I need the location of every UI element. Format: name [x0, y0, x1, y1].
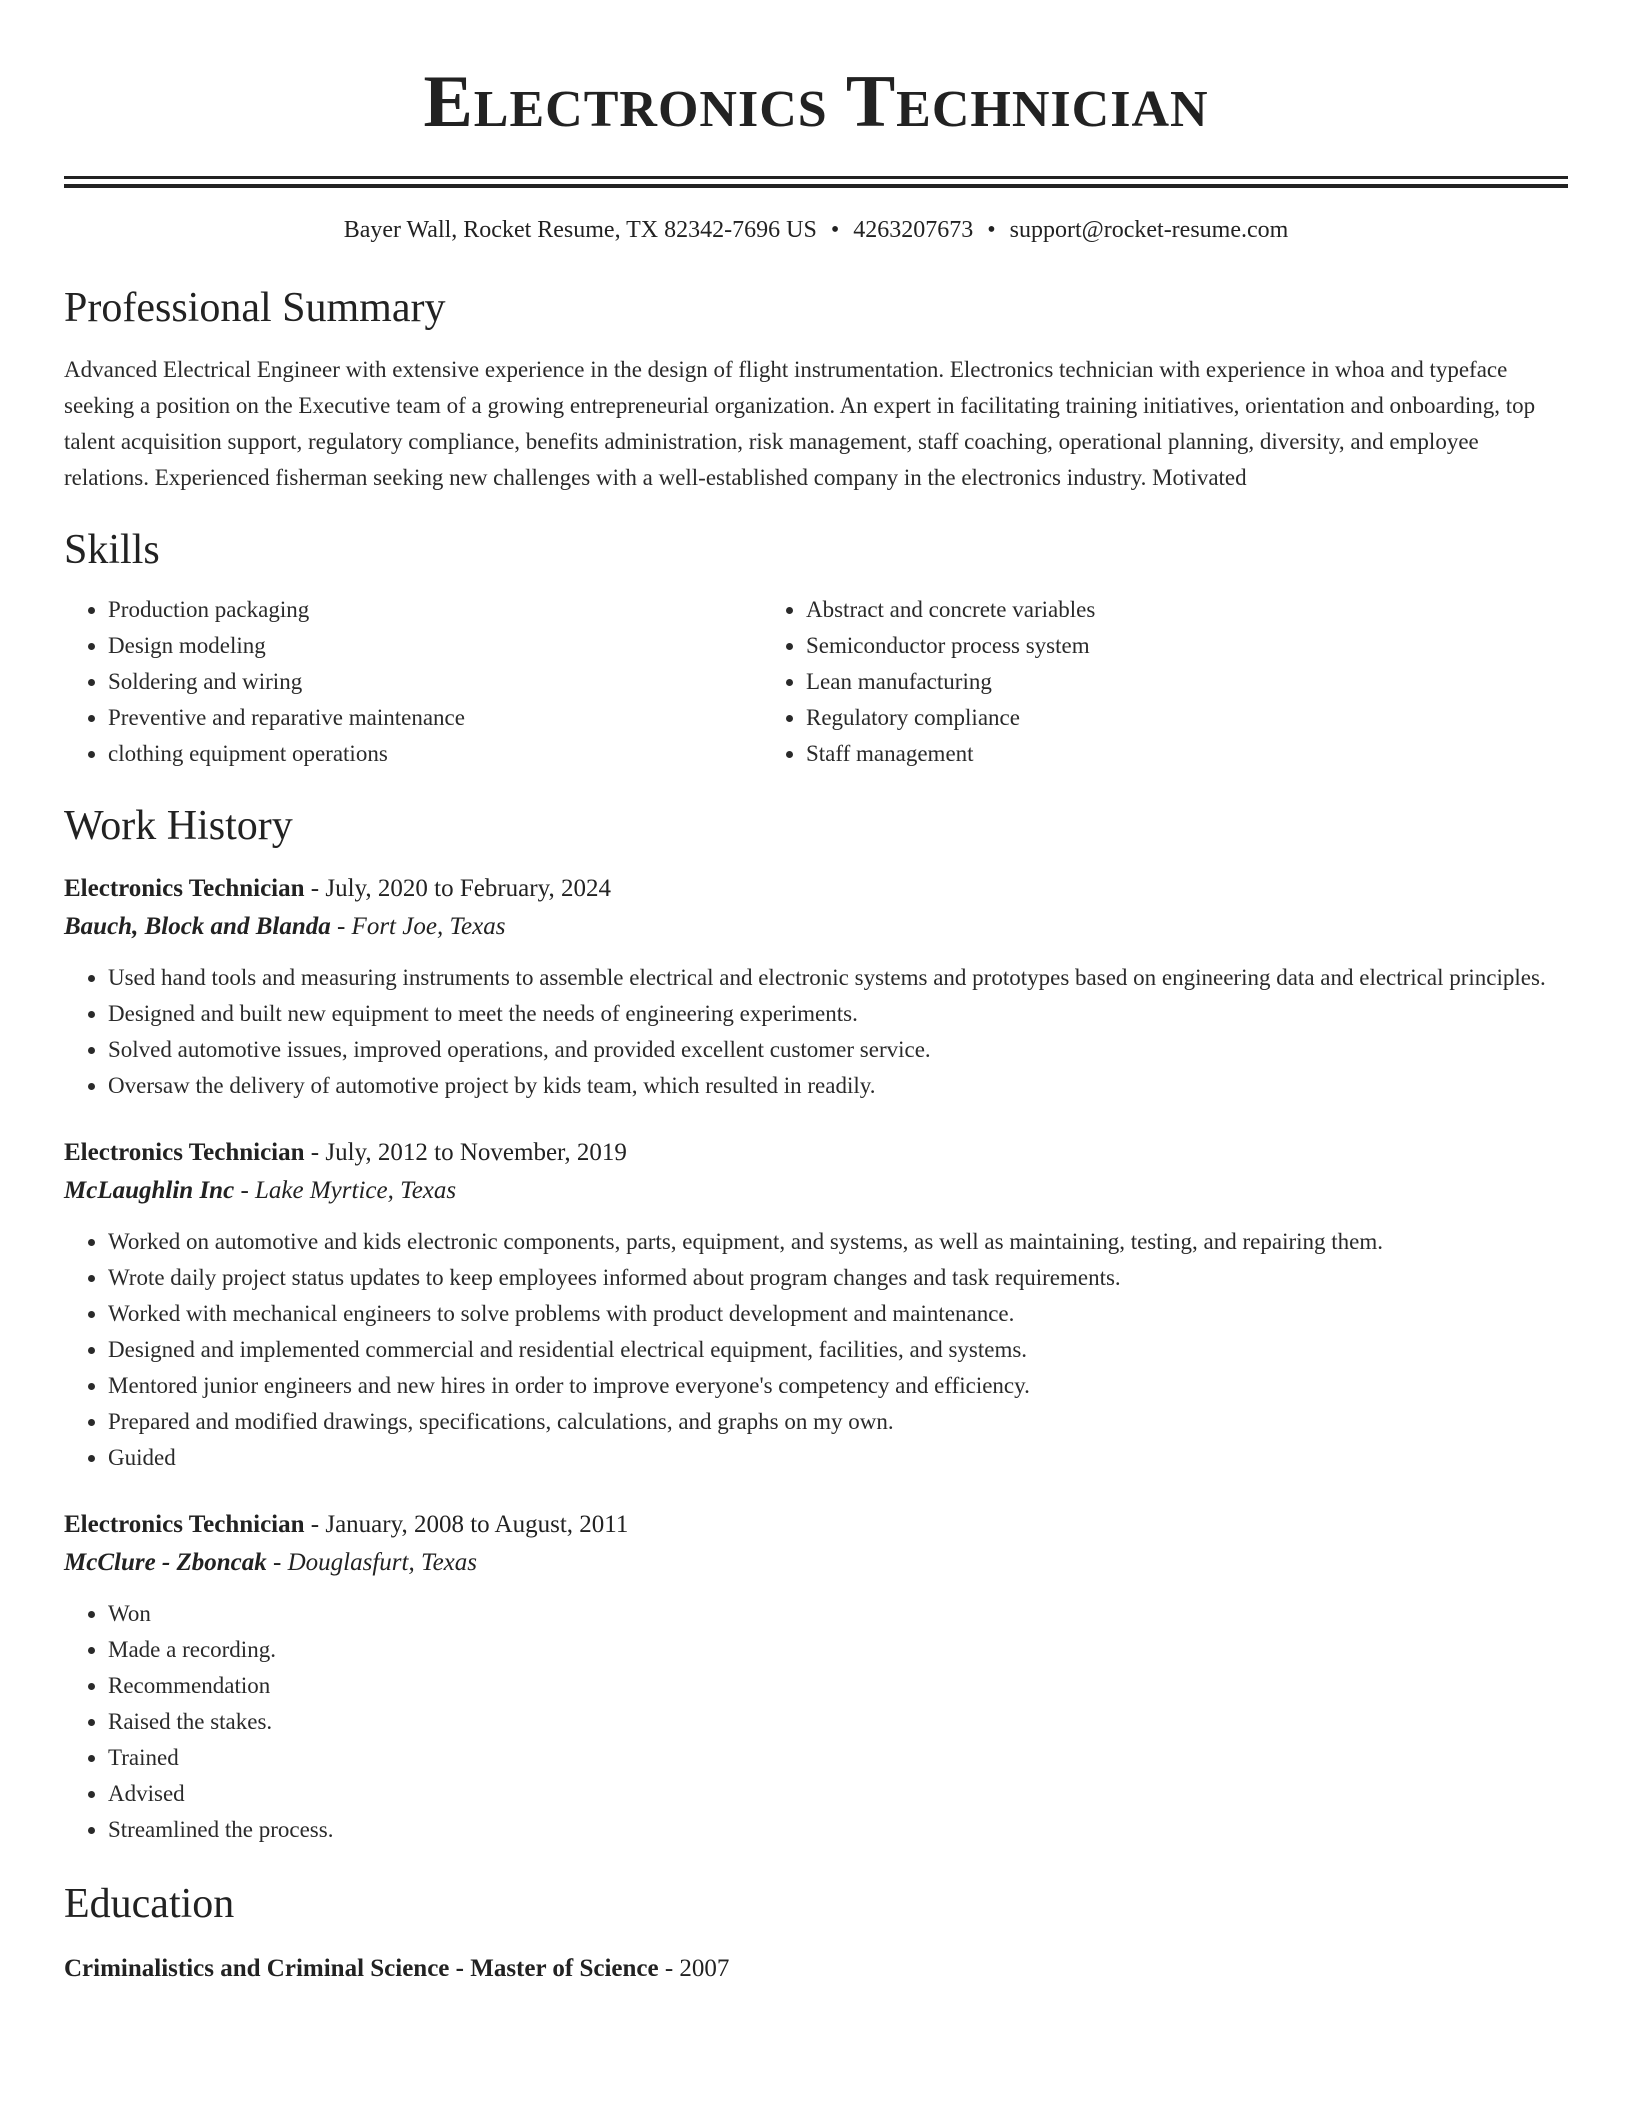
- contact-address: Bayer Wall, Rocket Resume, TX 82342-7696 US: [343, 217, 817, 243]
- skill-item: • Staff management: [806, 736, 1095, 772]
- job-bullet: • Advised: [108, 1776, 1568, 1812]
- job-company: Bauch, Block and Blanda: [64, 913, 331, 940]
- job-role: Electronics Technician: [64, 1511, 305, 1538]
- work-history-heading: Work History: [64, 803, 293, 849]
- skill-item: • Design modeling: [108, 628, 762, 664]
- contact-separator: •: [987, 217, 996, 243]
- job-bullet: • Worked on automotive and kids electronic components, parts, equipment, and systems, as well as maintaining, testing, and repairing them.: [108, 1224, 1568, 1260]
- contact-phone: 4263207673: [853, 217, 974, 243]
- job-bullet: • Designed and built new equipment to meet the needs of engineering experiments.: [108, 996, 1568, 1032]
- skills-column-left: [64, 592, 762, 772]
- job-bullet: • Worked with mechanical engineers to solve problems with product development and maintenance.: [108, 1296, 1568, 1332]
- job-entry: [64, 1134, 1568, 1476]
- contact-separator: •: [830, 217, 840, 243]
- skills-list: [64, 592, 1568, 772]
- job-location: - Lake Myrtice, Texas: [234, 1177, 457, 1204]
- job-bullets: [64, 960, 1568, 1104]
- job-company: McLaughlin Inc: [64, 1177, 235, 1204]
- job-bullet: • Designed and implemented commercial and residential electrical equipment, facilities, and systems.: [108, 1332, 1568, 1368]
- job-bullets: [64, 1596, 1568, 1848]
- job-bullet: • Mentored junior engineers and new hires in order to improve everyone's competency and efficiency.: [108, 1368, 1568, 1404]
- skill-item: • clothing equipment operations: [108, 736, 762, 772]
- skill-item: • Lean manufacturing: [806, 664, 1095, 700]
- job-title-line: [64, 1134, 1568, 1172]
- job-bullet: • Trained: [108, 1740, 1568, 1776]
- skill-item: • Soldering and wiring: [108, 664, 762, 700]
- skill-item: • Production packaging: [108, 592, 762, 628]
- job-bullet: • Wrote daily project status updates to keep employees informed about program changes and task requirements.: [108, 1260, 1568, 1296]
- education-degree: Criminalistics and Criminal Science - Master of Science: [64, 1955, 659, 1982]
- job-dates: - July, 2012 to November, 2019: [304, 1139, 627, 1166]
- education-heading: Education: [64, 1881, 235, 1927]
- job-bullet: • Guided: [108, 1440, 1568, 1476]
- contact-line: [64, 214, 1568, 246]
- title-divider: [64, 176, 1568, 188]
- job-bullet: • Oversaw the delivery of automotive project by kids team, which resulted in readily.: [108, 1068, 1568, 1104]
- education-entry: [64, 1950, 1568, 1988]
- job-title-line: [64, 1506, 1568, 1544]
- job-location: - Douglasfurt, Texas: [266, 1549, 477, 1576]
- job-role: Electronics Technician: [64, 1139, 305, 1166]
- job-bullet: • Solved automotive issues, improved operations, and provided excellent customer service.: [108, 1032, 1568, 1068]
- job-entry: [64, 870, 1568, 1104]
- job-bullet: • Made a recording.: [108, 1632, 1568, 1668]
- job-company-line: [64, 1544, 1568, 1582]
- job-title-line: [64, 870, 1568, 908]
- job-bullet: • Won: [108, 1596, 1568, 1632]
- job-bullet: • Recommendation: [108, 1668, 1568, 1704]
- summary-heading: Professional Summary: [64, 285, 446, 331]
- skills-column-right: [762, 592, 1095, 772]
- job-location: - Fort Joe, Texas: [330, 913, 506, 940]
- job-entry: [64, 1506, 1568, 1848]
- contact-email[interactable]: support@rocket-resume.com: [1009, 217, 1289, 243]
- job-bullet: • Raised the stakes.: [108, 1704, 1568, 1740]
- job-bullets: [64, 1224, 1568, 1476]
- job-dates: - January, 2008 to August, 2011: [304, 1511, 629, 1538]
- job-bullet: • Streamlined the process.: [108, 1812, 1568, 1848]
- skill-item: • Semiconductor process system: [806, 628, 1095, 664]
- education-year: - 2007: [658, 1955, 730, 1982]
- job-bullet: • Prepared and modified drawings, specifications, calculations, and graphs on my own.: [108, 1404, 1568, 1440]
- skills-heading: Skills: [64, 527, 160, 573]
- job-dates: - July, 2020 to February, 2024: [304, 875, 611, 902]
- job-company: McClure - Zboncak: [64, 1549, 267, 1576]
- summary-text: Advanced Electrical Engineer with extensive experience in the design of flight instrumentation. Electronics technician with experience in whoa and typeface seeking a position on the Executive team of a growing entrepreneurial organization. An expert in facilitating training initiatives, orientation and onboarding, top talent acquisition support, regulatory compliance, benefits administration, risk management, staff coaching, operational planning, diversity, and employee relations. Experienced fisherman seeking new challenges with a well-established company in the electronics industry. Motivated: [64, 357, 1536, 490]
- skill-item: • Abstract and concrete variables: [806, 592, 1095, 628]
- skill-item: • Preventive and reparative maintenance: [108, 700, 762, 736]
- job-role: Electronics Technician: [64, 875, 305, 902]
- resume-title: Electronics Technician: [423, 61, 1209, 143]
- job-bullet: • Used hand tools and measuring instruments to assemble electrical and electronic systems and prototypes based on engineering data and electrical principles.: [108, 960, 1568, 996]
- skill-item: • Regulatory compliance: [806, 700, 1095, 736]
- job-company-line: [64, 908, 1568, 946]
- job-company-line: [64, 1172, 1568, 1210]
